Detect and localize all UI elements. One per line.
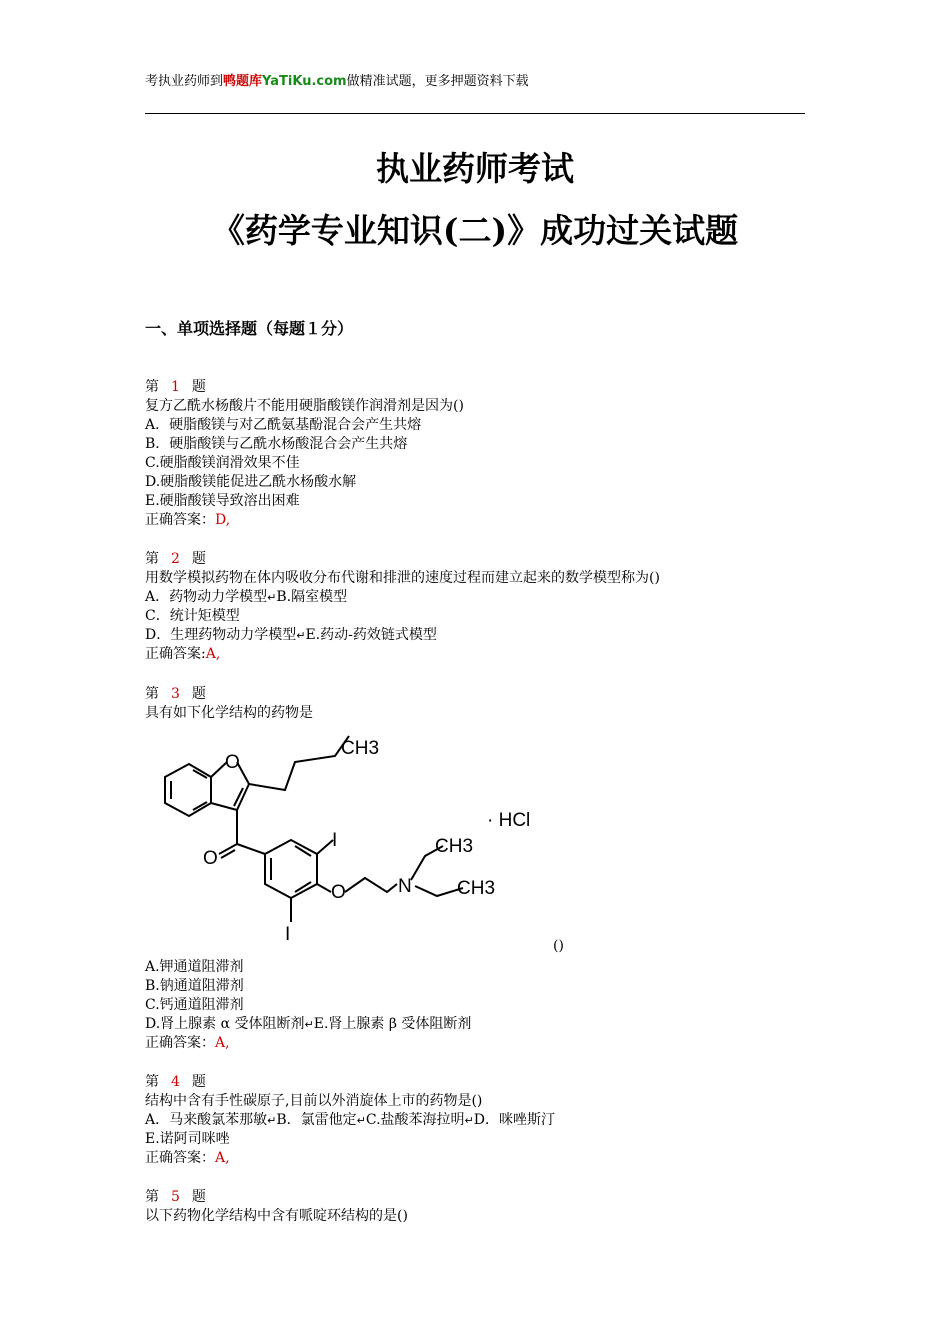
question-header: 第 2 题	[145, 551, 206, 567]
structure-label-o-ether: O	[331, 882, 346, 903]
structure-label-hcl: · HCl	[487, 810, 531, 831]
question-2	[145, 550, 660, 664]
option-e: E.诺阿司咪唑	[145, 1131, 230, 1147]
question-stem: 具有如下化学结构的药物是	[145, 705, 313, 721]
chemical-structure-image	[145, 722, 565, 942]
header-banner	[145, 70, 529, 89]
answer-placeholder-paren: ()	[553, 938, 564, 954]
return-arrow-icon: ↵	[356, 1114, 366, 1127]
header-site-link[interactable]: YaTiKu.com	[262, 74, 347, 89]
question-stem: 用数学模拟药物在体内吸收分布代谢和排泄的速度过程而建立起来的数学模型称为()	[145, 570, 660, 586]
option-c: C．统计矩模型	[145, 608, 240, 624]
question-header: 第 3 题	[145, 686, 206, 702]
option-e: E.硬脂酸镁导致溶出困难	[145, 493, 300, 509]
question-stem: 以下药物化学结构中含有哌啶环结构的是()	[145, 1208, 408, 1224]
header-prefix: 考执业药师到	[145, 74, 224, 89]
return-arrow-icon: ↵	[267, 1114, 277, 1127]
option-c: C.钙通道阻滞剂	[145, 997, 244, 1013]
answer-line: 正确答案:A,	[145, 646, 221, 662]
option-row-1: A．药物动力学模型↵B.隔室模型	[145, 589, 348, 605]
answer-line: 正确答案：A,	[145, 1150, 230, 1166]
option-b: B．硬脂酸镁与乙酰水杨酸混合会产生共熔	[145, 436, 408, 452]
answer-line: 正确答案：D,	[145, 512, 231, 528]
question-header: 第 5 题	[145, 1189, 206, 1205]
option-row-de: D.肾上腺素 α 受体阻断剂↵E.肾上腺素 β 受体阻断剂	[145, 1016, 472, 1032]
structure-label-i-top: I	[332, 830, 338, 851]
question-stem: 结构中含有手性碳原子,目前以外消旋体上市的药物是()	[145, 1093, 483, 1109]
return-arrow-icon: ↵	[464, 1114, 474, 1127]
question-5	[145, 1188, 408, 1226]
answer-line: 正确答案：A,	[145, 1035, 230, 1051]
section-heading: 一、单项选择题（每题１分）	[145, 319, 354, 338]
page-title-line1: 执业药师考试	[376, 149, 574, 188]
option-b: B.钠通道阻滞剂	[145, 978, 244, 994]
header-divider	[145, 113, 805, 114]
question-3	[145, 685, 313, 723]
question-4	[145, 1073, 555, 1168]
option-a: A.钾通道阻滞剂	[145, 959, 244, 975]
structure-label-ch3-right1: CH3	[435, 836, 474, 857]
question-header: 第 4 题	[145, 1074, 206, 1090]
structure-label-ch3-right2: CH3	[457, 878, 496, 899]
question-header: 第 1 题	[145, 379, 206, 395]
structure-label-o-ring: O	[225, 752, 240, 773]
header-suffix: 做精准试题，更多押题资料下载	[346, 74, 529, 89]
header-brand: 鸭题库	[223, 74, 263, 89]
option-d: D.硬脂酸镁能促进乙酰水杨酸水解	[145, 474, 357, 490]
structure-label-ch3-top: CH3	[341, 738, 380, 759]
page-title-line2: 《药学专业知识(二)》成功过关试题	[211, 211, 739, 250]
structure-label-o-ketone: O	[203, 848, 218, 869]
return-arrow-icon: ↵	[304, 1018, 314, 1031]
return-arrow-icon: ↵	[296, 629, 306, 642]
option-c: C.硬脂酸镁润滑效果不佳	[145, 455, 300, 471]
phenyl-ring	[265, 840, 317, 898]
structure-label-n: N	[398, 876, 412, 897]
structure-label-i-bottom: I	[285, 924, 291, 942]
question-stem: 复方乙酰水杨酸片不能用硬脂酸镁作润滑剂是因为()	[145, 398, 464, 414]
question-1	[145, 378, 464, 530]
option-row-2: D．生理药物动力学模型↵E.药动-药效链式模型	[145, 627, 437, 643]
return-arrow-icon: ↵	[267, 591, 277, 604]
option-row-abcd: A．马来酸氯苯那敏↵B．氯雷他定↵C.盐酸苯海拉明↵D．咪唑斯汀	[145, 1112, 555, 1128]
question-3-options	[145, 958, 471, 1053]
option-a: A．硬脂酸镁与对乙酰氨基酚混合会产生共熔	[145, 417, 422, 433]
